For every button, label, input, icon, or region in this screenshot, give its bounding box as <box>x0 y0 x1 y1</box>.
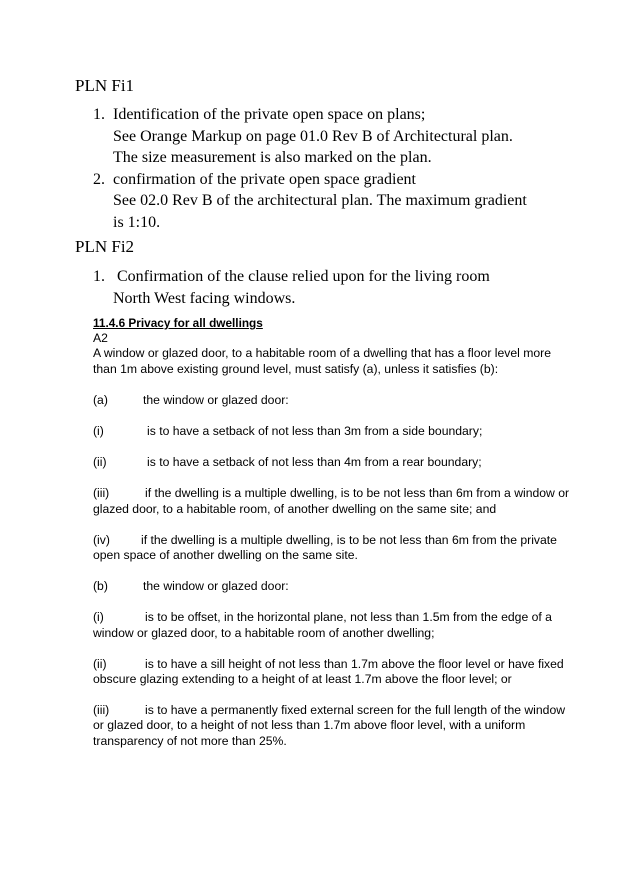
clause-text: is to have a sill height of not less than 1.7m above the floor level or have fixed obscure glazing extending to a height of at least 1.7m above the floor level; or <box>93 656 564 687</box>
clause-label: (iii) <box>93 703 110 718</box>
clause-text: the window or glazed door: <box>143 392 289 407</box>
clause-title: 11.4.6 Privacy for all dwellings <box>93 316 263 330</box>
clause-b-iii <box>93 703 573 749</box>
clause-label: (a) <box>93 392 108 407</box>
clause-label: (iv) <box>93 532 110 547</box>
list-item <box>93 104 527 169</box>
list-number: 2. <box>93 170 105 188</box>
section-heading-fi2: PLN Fi2 <box>75 237 135 256</box>
list-item <box>93 266 490 309</box>
list-line: The size measurement is also marked on the plan. <box>113 149 432 166</box>
list-line: confirmation of the private open space gradient <box>113 170 416 188</box>
clause-a <box>93 393 573 408</box>
clause-a-iii <box>93 486 573 516</box>
clause-label: (ii) <box>93 455 107 470</box>
clause-label: (i) <box>93 610 104 625</box>
clause-text: if the dwelling is a multiple dwelling, is to be not less than 6m from the private open space of another dwelling on the same site. <box>93 532 557 563</box>
list-line: Identification of the private open space on plans; <box>113 106 426 123</box>
clause-label: (i) <box>93 424 104 439</box>
list-line: See Orange Markup on page 01.0 Rev B of Architectural plan. <box>113 127 513 145</box>
clause-code: A2 <box>93 331 108 346</box>
clause-text: the window or glazed door: <box>143 579 289 594</box>
clause-b-i <box>93 610 573 640</box>
clause-text: is to have a setback of not less than 4m from a rear boundary; <box>147 455 482 470</box>
list-line: is 1:10. <box>113 213 161 231</box>
clause-b <box>93 579 573 594</box>
clause-a-i <box>93 424 573 439</box>
clause-text: is to be offset, in the horizontal plane, not less than 1.5m from the edge of a window or glazed door, to a habitable room of another dwelling; <box>93 610 552 640</box>
clause-label: (iii) <box>93 486 110 501</box>
clause-label: (b) <box>93 579 108 594</box>
clause-a-iv <box>93 533 573 563</box>
clause-label: (ii) <box>93 656 107 671</box>
list-line: Confirmation of the clause relied upon for the living room <box>117 268 490 285</box>
list-line: North West facing windows. <box>113 289 296 307</box>
clause-excerpt <box>93 316 573 765</box>
fi1-list <box>93 104 527 233</box>
clause-text: is to have a setback of not less than 3m from a side boundary; <box>147 424 483 439</box>
list-item <box>93 169 527 234</box>
clause-a-ii <box>93 455 573 470</box>
clause-b-ii <box>93 657 573 687</box>
section-heading-fi1: PLN Fi1 <box>75 76 135 95</box>
clause-text: is to have a permanently fixed external screen for the full length of the window or glazed door, to a height of not less than 1.7m above floor level, with a uniform transparency of not more than 25%. <box>93 703 566 748</box>
list-number: 1. <box>93 268 105 285</box>
list-line: See 02.0 Rev B of the architectural plan. The maximum gradient <box>113 192 527 209</box>
fi2-list <box>93 266 490 309</box>
list-number: 1. <box>93 106 105 123</box>
clause-text: if the dwelling is a multiple dwelling, is to be not less than 6m from a window or glazed door, to a habitable room, of another dwelling on the same site; and <box>93 486 570 516</box>
clause-intro: A window or glazed door, to a habitable room of a dwelling that has a floor level more than 1m above existing ground level, must satisfy (a), unless it satisfies (b): <box>93 346 551 376</box>
